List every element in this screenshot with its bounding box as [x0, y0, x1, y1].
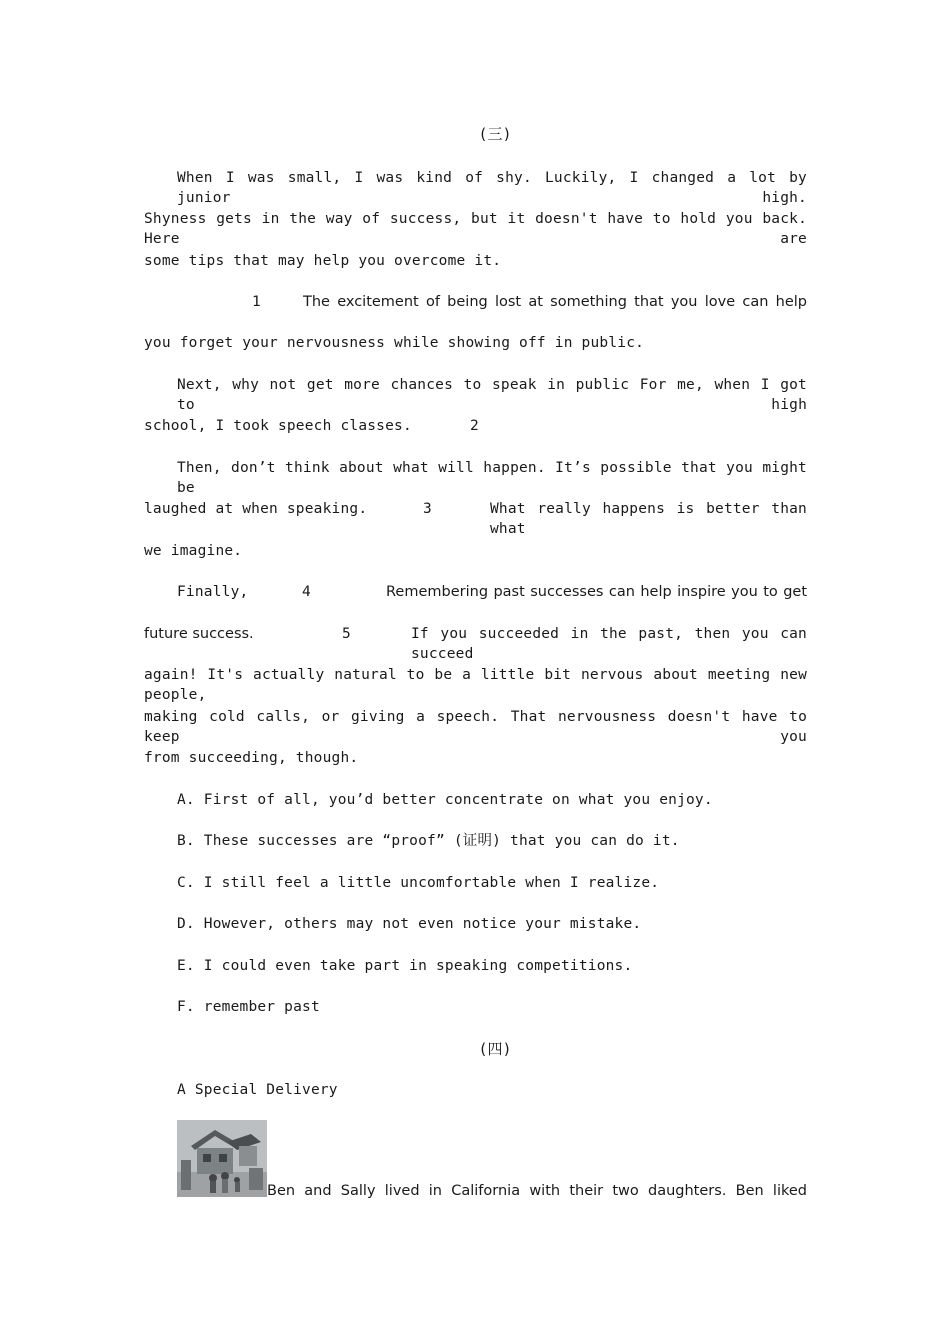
p1-line1: When I was small, I was kind of shy. Luckily, I changed a lot by junior high.: [177, 170, 807, 206]
option-d: D. However, others may not even notice your mistake.: [177, 916, 642, 932]
section-heading-4: (四): [478, 1040, 512, 1058]
blank-2: 2: [470, 418, 479, 434]
p2-line2: you forget your nervousness while showing off in public.: [144, 335, 645, 351]
p4-line2-rest: What really happens is better than what: [490, 501, 807, 537]
p5-line2-rest: If you succeeded in the past, then you can succeed: [411, 626, 807, 662]
blank-3: 3: [423, 501, 432, 517]
p2-line1-rest: The excitement of being lost at something that you love can help: [303, 294, 807, 310]
house-family-illustration-icon: [177, 1120, 267, 1197]
option-b: B. These successes are “proof” (证明) that you can do it.: [177, 833, 680, 849]
p5-line5: from succeeding, though.: [144, 750, 359, 766]
p6-line1: Ben and Sally lived in California with their two daughters. Ben liked: [267, 1183, 807, 1199]
p1-line3: some tips that may help you overcome it.: [144, 253, 502, 269]
p3-line1: Next, why not get more chances to speak in public For me, when I got to high: [177, 377, 807, 413]
passage-title: A Special Delivery: [177, 1082, 338, 1098]
p3-line2: school, I took speech classes.: [144, 418, 412, 434]
p5-lead: Finally,: [177, 584, 249, 600]
p5-line3: again! It's actually natural to be a little bit nervous about meeting new people,: [144, 667, 807, 703]
p5-line4: making cold calls, or giving a speech. That nervousness doesn't have to keep you: [144, 709, 807, 745]
option-f: F. remember past: [177, 999, 320, 1015]
p4-line3: we imagine.: [144, 543, 243, 559]
section-heading-3: (三): [478, 125, 512, 143]
blank-5: 5: [342, 626, 351, 642]
option-a: A. First of all, you’d better concentrate on what you enjoy.: [177, 792, 713, 808]
p4-line2-text: laughed at when speaking.: [144, 501, 368, 517]
blank-1: 1: [252, 294, 261, 310]
illustration-image: [177, 1120, 267, 1197]
p1-line2: Shyness gets in the way of success, but it doesn't have to hold you back. Here are: [144, 211, 807, 247]
blank-4: 4: [302, 584, 311, 600]
p5-line1-rest: Remembering past successes can help inspire you to get: [386, 584, 807, 600]
option-e: E. I could even take part in speaking competitions.: [177, 958, 633, 974]
p5-line2-text: future success.: [144, 626, 254, 642]
p4-line1: Then, don’t think about what will happen. It’s possible that you might be: [177, 460, 807, 496]
option-c: C. I still feel a little uncomfortable when I realize.: [177, 875, 660, 891]
